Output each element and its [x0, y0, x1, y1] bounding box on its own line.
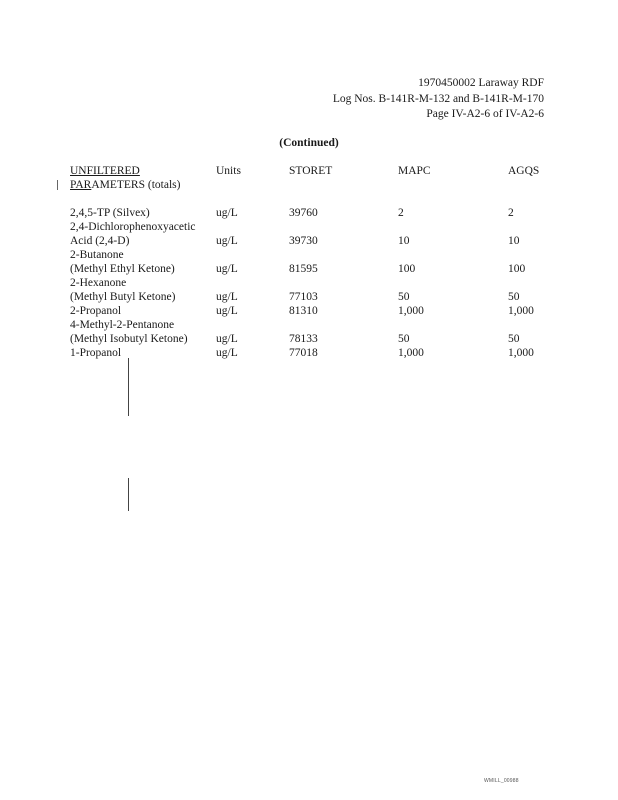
- row-1-propanol-units: ug/L: [216, 347, 238, 359]
- header-log-numbers: Log Nos. B-141R-M-132 and B-141R-M-170: [332, 93, 544, 105]
- row-1-propanol-agqs: 1,000: [508, 347, 534, 359]
- row-mibk-mapc: 50: [398, 333, 410, 345]
- row-silvex-name: 2,4,5-TP (Silvex): [70, 207, 150, 219]
- row-24d-mapc: 10: [398, 235, 410, 247]
- row-butanone-agqs: 100: [508, 263, 526, 275]
- row-mibk-name-line2: (Methyl Isobutyl Ketone): [70, 333, 188, 345]
- param-header-rest: AMETERS (totals): [91, 179, 181, 191]
- row-24d-storet: 39730: [289, 235, 318, 247]
- row-mibk-storet: 78133: [289, 333, 318, 345]
- margin-mark: [57, 180, 58, 190]
- row-silvex-units: ug/L: [216, 207, 238, 219]
- row-mibk-name-line1: 4-Methyl-2-Pentanone: [70, 319, 175, 331]
- revision-bar-upper: [128, 358, 129, 416]
- row-1-propanol-name: 1-Propanol: [70, 347, 122, 359]
- row-silvex-mapc: 2: [398, 207, 404, 219]
- row-hexanone-units: ug/L: [216, 291, 238, 303]
- row-1-propanol-storet: 77018: [289, 347, 318, 359]
- param-header-underlined: PAR: [70, 179, 92, 191]
- row-butanone-name-line2: (Methyl Ethyl Ketone): [70, 263, 175, 275]
- bates-stamp: WMILL_00988: [484, 778, 519, 784]
- row-24d-name-line2: Acid (2,4-D): [70, 235, 130, 247]
- param-header-line2: [70, 179, 180, 191]
- row-hexanone-name-line1: 2-Hexanone: [70, 277, 127, 289]
- row-mibk-units: ug/L: [216, 333, 238, 345]
- agqs-header: AGQS: [508, 165, 540, 177]
- row-mibk-agqs: 50: [508, 333, 520, 345]
- row-hexanone-storet: 77103: [289, 291, 318, 303]
- row-silvex-storet: 39760: [289, 207, 318, 219]
- row-2-propanol-units: ug/L: [216, 305, 238, 317]
- param-header-line1: UNFILTERED: [70, 165, 140, 177]
- row-24d-name-line1: 2,4-Dichlorophenoxyacetic: [70, 221, 196, 233]
- revision-bar-lower: [128, 478, 129, 511]
- header-page-number: Page IV-A2-6 of IV-A2-6: [426, 108, 544, 120]
- row-butanone-storet: 81595: [289, 263, 318, 275]
- row-hexanone-mapc: 50: [398, 291, 410, 303]
- row-2-propanol-name: 2-Propanol: [70, 305, 122, 317]
- row-24d-units: ug/L: [216, 235, 238, 247]
- row-2-propanol-mapc: 1,000: [398, 305, 424, 317]
- row-2-propanol-storet: 81310: [289, 305, 318, 317]
- row-butanone-mapc: 100: [398, 263, 416, 275]
- mapc-header: MAPC: [398, 165, 431, 177]
- row-1-propanol-mapc: 1,000: [398, 347, 424, 359]
- header-facility-id: 1970450002 Laraway RDF: [418, 77, 544, 89]
- row-2-propanol-agqs: 1,000: [508, 305, 534, 317]
- row-hexanone-agqs: 50: [508, 291, 520, 303]
- storet-header: STORET: [289, 165, 333, 177]
- row-silvex-agqs: 2: [508, 207, 514, 219]
- row-24d-agqs: 10: [508, 235, 520, 247]
- row-hexanone-name-line2: (Methyl Butyl Ketone): [70, 291, 176, 303]
- row-butanone-name-line1: 2-Butanone: [70, 249, 124, 261]
- row-butanone-units: ug/L: [216, 263, 238, 275]
- continued-label: (Continued): [279, 137, 339, 149]
- units-header: Units: [216, 165, 241, 177]
